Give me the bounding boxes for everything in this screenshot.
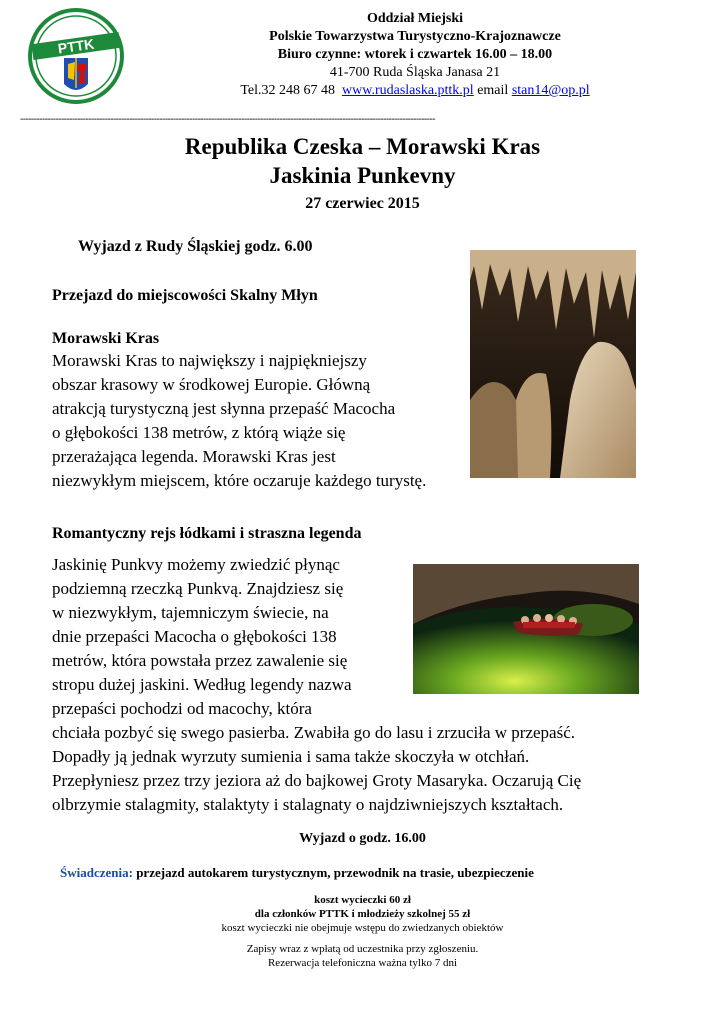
- page-subtitle: Jaskinia Punkevny: [269, 163, 456, 188]
- benefits: [60, 864, 534, 881]
- section1-line: niezwykłym miejscem, które oczaruje każdego turystę.: [52, 471, 427, 490]
- section1-line: Morawski Kras to największy i najpiękniejszy: [52, 351, 367, 370]
- section1-heading: Morawski Kras: [52, 330, 160, 347]
- section2-line: podziemną rzeczką Punkvą. Znajdziesz się: [52, 579, 344, 598]
- benefits-text: przejazd autokarem turystycznym, przewodnik na trasie, ubezpieczenie: [132, 865, 534, 880]
- cave-stalactites-photo: [470, 250, 636, 478]
- section2-line: olbrzymie stalagmity, stalaktyty i stalagnaty o najdziwniejszych kształtach.: [52, 795, 564, 814]
- cost-members: dla członków PTTK i młodzieży szkolnej 55 zł: [254, 908, 471, 920]
- reservation-note: Rezerwacja telefoniczna ważna tylko 7 dni: [267, 957, 458, 969]
- section2-line: Jaskinię Punkvy możemy zwiedzić płynąc: [52, 555, 340, 574]
- logo-text: PTTK: [56, 35, 96, 57]
- org-line-1: Oddział Miejski: [366, 11, 464, 26]
- section2-heading: Romantyczny rejs łódkami i straszna legenda: [52, 525, 362, 542]
- return-time: Wyjazd o godz. 16.00: [299, 831, 426, 846]
- email-link[interactable]: stan14@op.pl: [511, 83, 590, 98]
- departure-time: Wyjazd z Rudy Śląskiej godz. 6.00: [78, 238, 313, 255]
- section2-line: Dopadły ją jednak wyrzuty sumienia i sama także skoczyła w otchłań.: [52, 747, 530, 766]
- office-hours: Biuro czynne: wtorek i czwartek 16.00 – 18.00: [277, 47, 553, 62]
- contact-line: [200, 82, 630, 100]
- website-link[interactable]: www.rudaslaska.pttk.pl: [342, 83, 474, 98]
- section1-line: o głębokości 138 metrów, z którą wiąże się: [52, 423, 346, 442]
- org-line-2: Polskie Towarzystwa Turystyczno-Krajoznawcze: [269, 29, 561, 44]
- section2-line: metrów, która powstała przez zawalenie się: [52, 651, 348, 670]
- section1-line: przerażająca legenda. Morawski Kras jest: [52, 447, 336, 466]
- cave-boat-photo: [413, 564, 639, 694]
- section2-line: przepaści pochodzi od macochy, która: [52, 699, 312, 718]
- email-label: email: [477, 83, 509, 98]
- header-separator: --------------------------------------------------------------------------------------------------------------------------------------------------------: [20, 114, 435, 125]
- address: 41-700 Ruda Śląska Janasa 21: [329, 65, 501, 80]
- phone: Tel.32 248 67 48: [240, 83, 336, 98]
- pttk-logo: [28, 6, 124, 108]
- section1-line: atrakcją turystyczną jest słynna przepaść Macocha: [52, 399, 396, 418]
- section2-line: Przepłyniesz przez trzy jeziora aż do bajkowej Groty Masaryka. Oczarują Cię: [52, 771, 582, 790]
- section2-line: stropu dużej jaskini. Według legendy nazwa: [52, 675, 352, 694]
- transfer-note: Przejazd do miejscowości Skalny Młyn: [52, 287, 318, 304]
- section2-line: w niezwykłym, tajemniczym świecie, na: [52, 603, 329, 622]
- section1-line: obszar krasowy w środkowej Europie. Główną: [52, 375, 371, 394]
- cost-standard: koszt wycieczki 60 zł: [314, 894, 411, 906]
- section2-line: dnie przepaści Macocha o głębokości 138: [52, 627, 337, 646]
- organization-header: [200, 10, 630, 100]
- trip-date: 27 czerwiec 2015: [305, 195, 420, 212]
- section2-line: chciała pozbyć się swego pasierba. Zwabiła go do lasu i zrzuciła w przepaść.: [52, 723, 576, 742]
- signup-note: Zapisy wraz z wpłatą od uczestnika przy zgłoszeniu.: [246, 943, 479, 955]
- benefits-label: Świadczenia:: [60, 865, 133, 880]
- cost-note: koszt wycieczki nie obejmuje wstępu do zwiedzanych obiektów: [221, 922, 504, 934]
- section1-text: [52, 349, 426, 493]
- page-title: Republika Czeska – Morawski Kras: [184, 134, 541, 159]
